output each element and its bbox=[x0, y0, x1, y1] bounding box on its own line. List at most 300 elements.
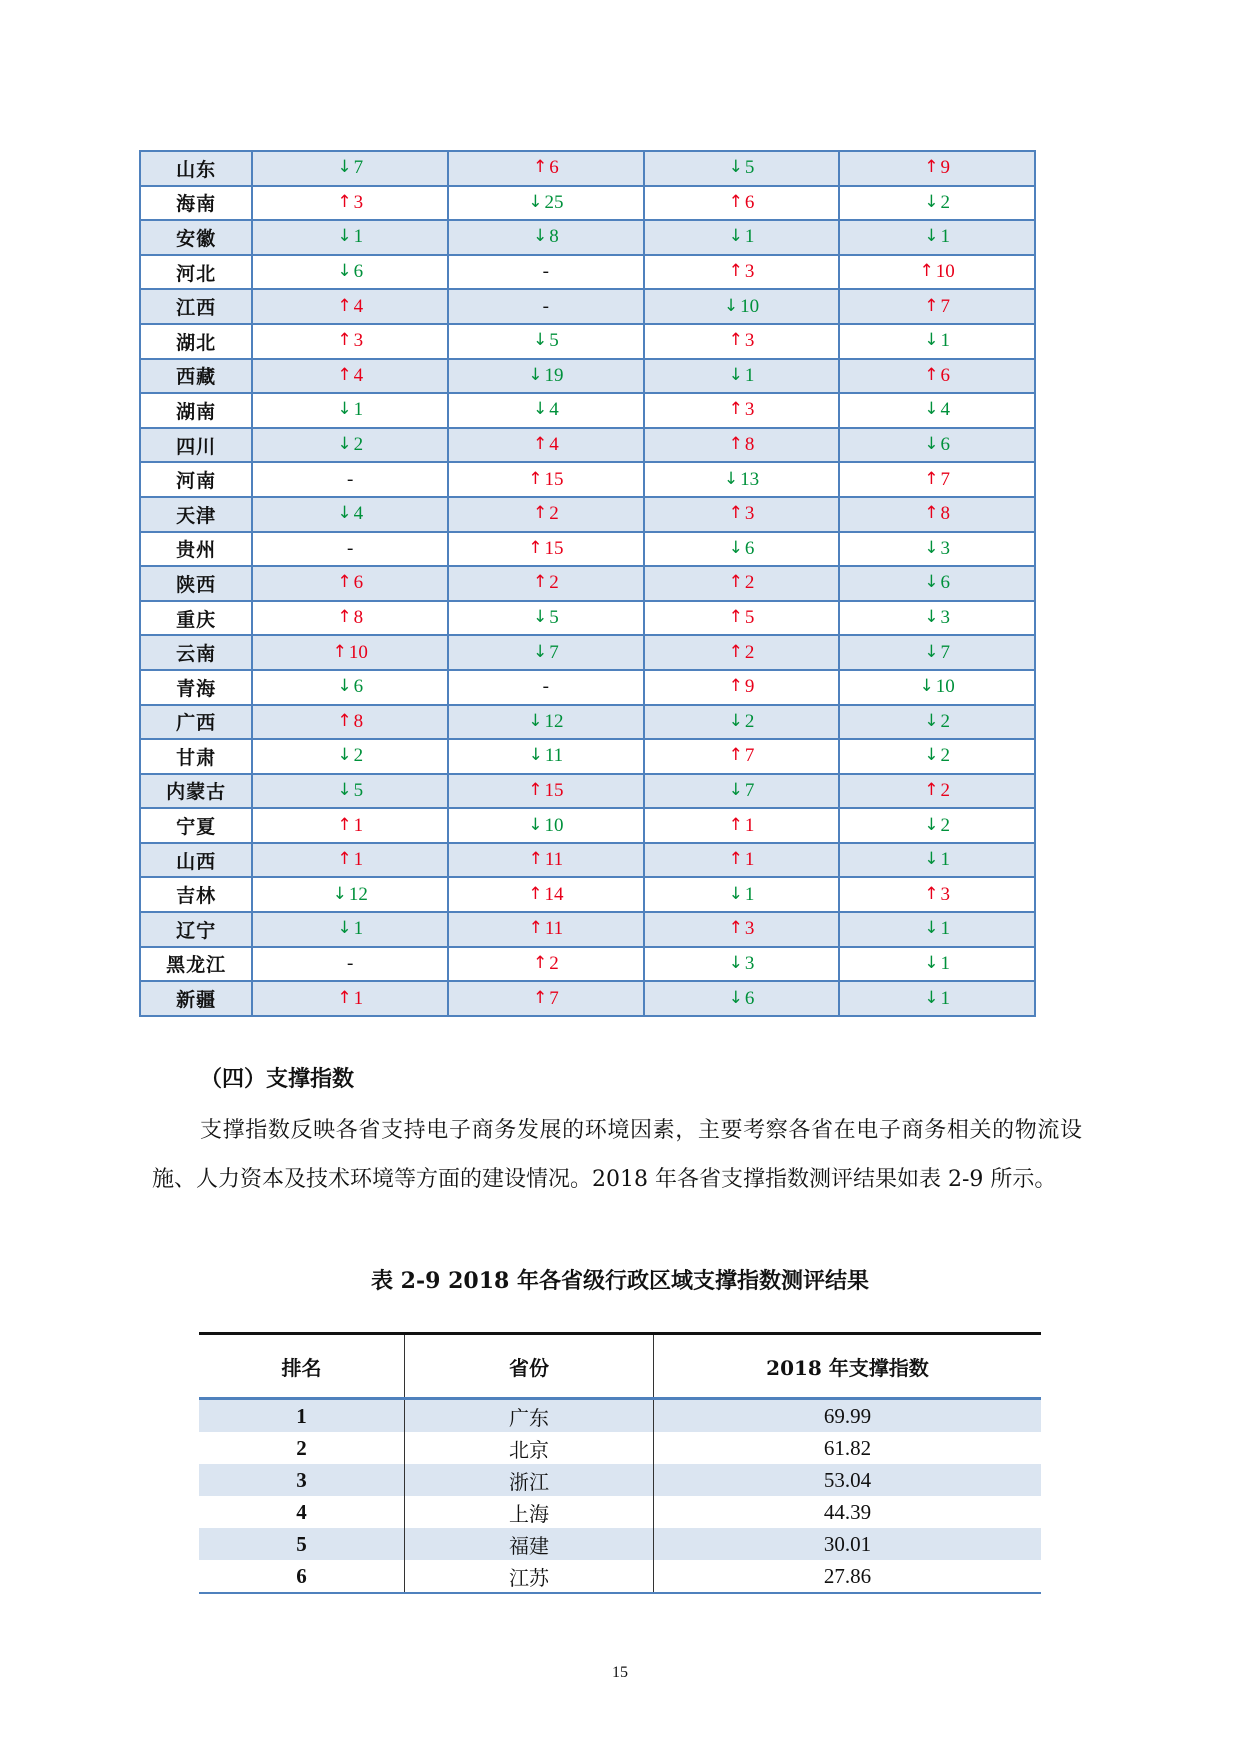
change-value: 14 bbox=[544, 883, 564, 905]
change-cell bbox=[839, 186, 1035, 221]
table-row bbox=[140, 705, 1035, 740]
arrow-down-icon: ↓ bbox=[723, 468, 739, 489]
province-cell: 江西 bbox=[140, 289, 252, 324]
change-value: 1 bbox=[353, 918, 364, 940]
change-cell bbox=[252, 324, 448, 359]
change-cell bbox=[448, 601, 644, 636]
arrow-down-icon: ↓ bbox=[723, 295, 739, 316]
change-cell bbox=[839, 359, 1035, 394]
change-value: 6 bbox=[744, 987, 755, 1009]
arrow-up-icon: ↑ bbox=[728, 745, 743, 766]
arrow-up-icon: ↑ bbox=[728, 399, 743, 420]
table-row bbox=[140, 151, 1035, 186]
arrow-up-icon: ↑ bbox=[528, 468, 543, 489]
arrow-up-icon: ↑ bbox=[532, 434, 548, 455]
change-cell bbox=[644, 393, 840, 428]
change-cell bbox=[839, 635, 1035, 670]
change-value: 2 bbox=[353, 434, 364, 456]
table-row bbox=[199, 1464, 1041, 1496]
change-cell bbox=[252, 705, 448, 740]
change-value: 9 bbox=[744, 676, 755, 698]
province-cell: 重庆 bbox=[140, 601, 252, 636]
arrow-up-icon: ↑ bbox=[728, 814, 743, 835]
change-value: 6 bbox=[353, 261, 364, 283]
change-cell bbox=[644, 774, 840, 809]
change-cell bbox=[839, 601, 1035, 636]
change-value: 3 bbox=[744, 503, 755, 525]
change-value: 2 bbox=[940, 745, 951, 767]
arrow-up-icon: ↑ bbox=[924, 364, 939, 385]
change-value: 2 bbox=[744, 572, 755, 594]
change-value: 12 bbox=[544, 710, 564, 732]
change-value: 1 bbox=[353, 814, 364, 836]
change-value: 3 bbox=[353, 191, 364, 213]
change-value: 4 bbox=[549, 434, 559, 456]
change-value: 4 bbox=[549, 399, 559, 421]
change-cell bbox=[644, 324, 840, 359]
change-value: - bbox=[347, 468, 354, 490]
province-cell: 湖南 bbox=[140, 393, 252, 428]
change-value: 1 bbox=[744, 364, 755, 386]
table-row bbox=[140, 289, 1035, 324]
table-row bbox=[140, 808, 1035, 843]
province-cell: 北京 bbox=[405, 1432, 654, 1464]
arrow-down-icon: ↓ bbox=[924, 191, 939, 212]
change-value: 1 bbox=[353, 987, 364, 1009]
arrow-down-icon: ↓ bbox=[728, 157, 743, 178]
change-value: 8 bbox=[353, 710, 364, 732]
rank-cell: 1 bbox=[199, 1399, 405, 1433]
header-rank: 排名 bbox=[199, 1334, 405, 1399]
change-value: 2 bbox=[549, 572, 559, 594]
change-cell bbox=[252, 635, 448, 670]
province-cell: 河北 bbox=[140, 255, 252, 290]
table-row bbox=[140, 359, 1035, 394]
change-cell bbox=[839, 774, 1035, 809]
change-value: 7 bbox=[549, 987, 559, 1009]
change-cell bbox=[839, 739, 1035, 774]
change-value: 12 bbox=[348, 883, 368, 905]
change-value: 2 bbox=[744, 710, 755, 732]
section-heading: （四）支撑指数 bbox=[200, 1066, 355, 1092]
change-value: 7 bbox=[549, 641, 559, 663]
support-index-cell: 27.86 bbox=[654, 1560, 1042, 1593]
change-value: 15 bbox=[544, 537, 564, 559]
arrow-down-icon: ↓ bbox=[924, 710, 939, 731]
change-value: 11 bbox=[544, 918, 564, 940]
arrow-down-icon: ↓ bbox=[924, 434, 939, 455]
arrow-up-icon: ↑ bbox=[532, 952, 548, 973]
change-cell bbox=[644, 532, 840, 567]
change-cell bbox=[839, 220, 1035, 255]
rank-cell: 3 bbox=[199, 1464, 405, 1496]
province-cell: 青海 bbox=[140, 670, 252, 705]
support-index-cell: 53.04 bbox=[654, 1464, 1042, 1496]
change-cell bbox=[839, 566, 1035, 601]
change-cell bbox=[252, 462, 448, 497]
change-value: 5 bbox=[353, 779, 364, 801]
change-cell bbox=[839, 428, 1035, 463]
arrow-up-icon: ↑ bbox=[337, 987, 352, 1008]
change-value: 5 bbox=[744, 607, 755, 629]
arrow-up-icon: ↑ bbox=[337, 572, 352, 593]
change-value: 6 bbox=[744, 537, 755, 559]
table-header-row bbox=[199, 1334, 1041, 1399]
change-cell bbox=[644, 601, 840, 636]
arrow-down-icon: ↓ bbox=[528, 745, 543, 766]
change-cell bbox=[644, 739, 840, 774]
arrow-up-icon: ↑ bbox=[728, 918, 743, 939]
change-value: 11 bbox=[544, 849, 564, 871]
arrow-down-icon: ↓ bbox=[528, 191, 543, 212]
arrow-up-icon: ↑ bbox=[728, 261, 743, 282]
table-row bbox=[140, 393, 1035, 428]
change-value: - bbox=[347, 952, 354, 974]
change-value: 4 bbox=[940, 399, 951, 421]
change-value: 2 bbox=[744, 641, 755, 663]
change-cell bbox=[252, 393, 448, 428]
arrow-down-icon: ↓ bbox=[924, 849, 939, 870]
change-cell bbox=[252, 739, 448, 774]
province-cell: 宁夏 bbox=[140, 808, 252, 843]
province-cell: 陕西 bbox=[140, 566, 252, 601]
change-value: 2 bbox=[549, 503, 559, 525]
province-cell: 内蒙古 bbox=[140, 774, 252, 809]
arrow-up-icon: ↑ bbox=[337, 710, 352, 731]
arrow-down-icon: ↓ bbox=[728, 779, 743, 800]
change-value: 7 bbox=[940, 641, 951, 663]
change-value: 2 bbox=[353, 745, 364, 767]
change-cell bbox=[448, 255, 644, 290]
arrow-down-icon: ↓ bbox=[532, 330, 548, 351]
arrow-down-icon: ↓ bbox=[924, 952, 939, 973]
province-cell: 黑龙江 bbox=[140, 947, 252, 982]
change-cell bbox=[448, 220, 644, 255]
province-cell: 广西 bbox=[140, 705, 252, 740]
table-row bbox=[199, 1528, 1041, 1560]
change-cell bbox=[644, 186, 840, 221]
change-cell bbox=[839, 151, 1035, 186]
arrow-down-icon: ↓ bbox=[337, 745, 352, 766]
change-value: 2 bbox=[940, 814, 951, 836]
change-cell bbox=[644, 808, 840, 843]
change-cell bbox=[448, 532, 644, 567]
change-value: 5 bbox=[549, 607, 559, 629]
arrow-down-icon: ↓ bbox=[924, 399, 939, 420]
change-cell bbox=[448, 462, 644, 497]
change-cell bbox=[448, 497, 644, 532]
table-row bbox=[140, 324, 1035, 359]
rank-cell: 5 bbox=[199, 1528, 405, 1560]
arrow-up-icon: ↑ bbox=[337, 849, 352, 870]
change-value: 10 bbox=[935, 676, 955, 698]
change-value: 1 bbox=[940, 952, 951, 974]
change-value: 6 bbox=[940, 572, 951, 594]
table-row bbox=[140, 462, 1035, 497]
change-cell bbox=[252, 289, 448, 324]
change-cell bbox=[252, 220, 448, 255]
change-cell bbox=[839, 255, 1035, 290]
change-value: - bbox=[347, 537, 354, 559]
change-cell bbox=[839, 462, 1035, 497]
change-cell bbox=[252, 497, 448, 532]
change-value: 7 bbox=[744, 779, 755, 801]
arrow-up-icon: ↑ bbox=[528, 779, 543, 800]
change-value: 25 bbox=[544, 191, 564, 213]
change-cell bbox=[644, 497, 840, 532]
table-row bbox=[140, 532, 1035, 567]
change-cell bbox=[252, 255, 448, 290]
arrow-up-icon: ↑ bbox=[532, 572, 548, 593]
arrow-down-icon: ↓ bbox=[924, 572, 939, 593]
province-cell: 河南 bbox=[140, 462, 252, 497]
arrow-up-icon: ↑ bbox=[528, 918, 543, 939]
support-index-cell: 61.82 bbox=[654, 1432, 1042, 1464]
table-row bbox=[140, 739, 1035, 774]
arrow-down-icon: ↓ bbox=[924, 607, 939, 628]
change-cell bbox=[644, 428, 840, 463]
table-row bbox=[140, 186, 1035, 221]
change-value: 1 bbox=[353, 399, 364, 421]
change-cell bbox=[448, 151, 644, 186]
header-province: 省份 bbox=[405, 1334, 654, 1399]
change-cell bbox=[644, 566, 840, 601]
table-row bbox=[199, 1560, 1041, 1593]
change-value: 3 bbox=[744, 918, 755, 940]
arrow-up-icon: ↑ bbox=[924, 883, 939, 904]
change-value: 3 bbox=[744, 399, 755, 421]
table-row bbox=[140, 981, 1035, 1016]
arrow-up-icon: ↑ bbox=[924, 779, 939, 800]
province-cell: 贵州 bbox=[140, 532, 252, 567]
page-number: 15 bbox=[612, 1664, 628, 1681]
arrow-down-icon: ↓ bbox=[337, 676, 352, 697]
change-cell bbox=[839, 947, 1035, 982]
province-cell: 甘肃 bbox=[140, 739, 252, 774]
change-value: 13 bbox=[740, 468, 760, 490]
arrow-down-icon: ↓ bbox=[728, 883, 743, 904]
change-cell bbox=[448, 739, 644, 774]
province-cell: 山西 bbox=[140, 843, 252, 878]
change-cell bbox=[448, 566, 644, 601]
change-cell bbox=[644, 289, 840, 324]
arrow-down-icon: ↓ bbox=[924, 226, 939, 247]
arrow-up-icon: ↑ bbox=[337, 607, 352, 628]
arrow-up-icon: ↑ bbox=[728, 572, 743, 593]
change-cell bbox=[252, 877, 448, 912]
table-row bbox=[140, 670, 1035, 705]
province-cell: 江苏 bbox=[405, 1560, 654, 1593]
arrow-down-icon: ↓ bbox=[919, 676, 934, 697]
arrow-up-icon: ↑ bbox=[532, 987, 548, 1008]
change-cell bbox=[448, 428, 644, 463]
arrow-down-icon: ↓ bbox=[924, 987, 939, 1008]
table-row bbox=[140, 220, 1035, 255]
change-value: 3 bbox=[353, 330, 364, 352]
arrow-up-icon: ↑ bbox=[337, 191, 352, 212]
change-value: 1 bbox=[353, 849, 364, 871]
table-row bbox=[140, 497, 1035, 532]
support-index-cell: 44.39 bbox=[654, 1496, 1042, 1528]
ranking-change-table bbox=[139, 150, 1036, 1017]
change-cell bbox=[839, 843, 1035, 878]
arrow-down-icon: ↓ bbox=[337, 157, 352, 178]
arrow-up-icon: ↑ bbox=[728, 503, 743, 524]
arrow-up-icon: ↑ bbox=[332, 641, 347, 662]
province-cell: 西藏 bbox=[140, 359, 252, 394]
arrow-down-icon: ↓ bbox=[924, 745, 939, 766]
change-cell bbox=[448, 947, 644, 982]
change-value: 8 bbox=[353, 607, 364, 629]
arrow-down-icon: ↓ bbox=[337, 779, 352, 800]
change-cell bbox=[644, 947, 840, 982]
change-value: 8 bbox=[549, 226, 559, 248]
change-value: 3 bbox=[744, 330, 755, 352]
change-cell bbox=[252, 428, 448, 463]
table-caption: 表 2-9 2018 年各省级行政区域支撑指数测评结果 bbox=[371, 1268, 869, 1294]
change-cell bbox=[644, 981, 840, 1016]
table-row bbox=[140, 566, 1035, 601]
arrow-up-icon: ↑ bbox=[532, 503, 548, 524]
table-row bbox=[140, 255, 1035, 290]
arrow-down-icon: ↓ bbox=[924, 918, 939, 939]
rank-cell: 4 bbox=[199, 1496, 405, 1528]
arrow-down-icon: ↓ bbox=[728, 952, 743, 973]
arrow-up-icon: ↑ bbox=[337, 814, 352, 835]
change-value: 15 bbox=[544, 468, 564, 490]
change-value: 3 bbox=[744, 261, 755, 283]
province-cell: 湖北 bbox=[140, 324, 252, 359]
change-cell bbox=[252, 566, 448, 601]
change-cell bbox=[644, 877, 840, 912]
change-cell bbox=[448, 877, 644, 912]
table-row bbox=[199, 1496, 1041, 1528]
section-paragraph: 支撑指数反映各省支持电子商务发展的环境因素，主要考察各省在电子商务相关的物流设施、人力资本及技术环境等方面的建设情况。2018 年各省支撑指数测评结果如表 2-9 所示。 bbox=[152, 1118, 1082, 1192]
table-row bbox=[140, 947, 1035, 982]
change-cell bbox=[839, 705, 1035, 740]
change-value: 1 bbox=[744, 814, 755, 836]
change-value: 7 bbox=[940, 468, 951, 490]
change-value: 7 bbox=[940, 295, 951, 317]
change-value: 3 bbox=[940, 883, 951, 905]
change-value: 1 bbox=[744, 883, 755, 905]
change-value: 5 bbox=[549, 330, 559, 352]
change-value: 10 bbox=[740, 295, 760, 317]
change-cell bbox=[644, 912, 840, 947]
arrow-up-icon: ↑ bbox=[528, 537, 543, 558]
arrow-down-icon: ↓ bbox=[924, 330, 939, 351]
change-cell bbox=[448, 808, 644, 843]
change-value: 7 bbox=[744, 745, 755, 767]
change-cell bbox=[448, 635, 644, 670]
arrow-up-icon: ↑ bbox=[919, 261, 934, 282]
change-value: 9 bbox=[940, 157, 951, 179]
arrow-up-icon: ↑ bbox=[728, 641, 743, 662]
province-cell: 辽宁 bbox=[140, 912, 252, 947]
change-cell bbox=[448, 670, 644, 705]
province-cell: 山东 bbox=[140, 151, 252, 186]
change-value: 1 bbox=[940, 330, 951, 352]
arrow-up-icon: ↑ bbox=[337, 364, 352, 385]
change-value: 3 bbox=[940, 537, 951, 559]
province-cell: 上海 bbox=[405, 1496, 654, 1528]
change-value: - bbox=[542, 676, 549, 698]
arrow-down-icon: ↓ bbox=[924, 641, 939, 662]
table-row bbox=[140, 601, 1035, 636]
change-value: 5 bbox=[744, 157, 755, 179]
change-value: 2 bbox=[940, 779, 951, 801]
change-cell bbox=[644, 151, 840, 186]
change-value: 3 bbox=[940, 607, 951, 629]
arrow-up-icon: ↑ bbox=[337, 295, 352, 316]
table-row bbox=[140, 774, 1035, 809]
change-value: 6 bbox=[744, 191, 755, 213]
change-cell bbox=[448, 324, 644, 359]
change-value: 19 bbox=[544, 364, 564, 386]
arrow-down-icon: ↓ bbox=[332, 883, 347, 904]
province-cell: 广东 bbox=[405, 1399, 654, 1433]
change-cell bbox=[252, 981, 448, 1016]
change-cell bbox=[448, 289, 644, 324]
change-value: - bbox=[542, 295, 549, 317]
arrow-up-icon: ↑ bbox=[728, 607, 743, 628]
arrow-down-icon: ↓ bbox=[532, 226, 548, 247]
table-row bbox=[199, 1432, 1041, 1464]
change-value: 1 bbox=[353, 226, 364, 248]
change-cell bbox=[252, 843, 448, 878]
change-value: 1 bbox=[940, 226, 951, 248]
change-cell bbox=[448, 774, 644, 809]
arrow-down-icon: ↓ bbox=[728, 710, 743, 731]
change-cell bbox=[252, 670, 448, 705]
change-cell bbox=[448, 359, 644, 394]
change-cell bbox=[839, 497, 1035, 532]
change-cell bbox=[252, 912, 448, 947]
change-cell bbox=[252, 359, 448, 394]
rank-cell: 6 bbox=[199, 1560, 405, 1593]
change-cell bbox=[839, 981, 1035, 1016]
table-row bbox=[140, 877, 1035, 912]
change-value: 6 bbox=[353, 572, 364, 594]
change-value: 2 bbox=[549, 952, 559, 974]
arrow-down-icon: ↓ bbox=[528, 814, 543, 835]
change-value: 10 bbox=[935, 261, 955, 283]
change-cell bbox=[252, 532, 448, 567]
province-cell: 浙江 bbox=[405, 1464, 654, 1496]
arrow-down-icon: ↓ bbox=[337, 261, 352, 282]
change-value: 1 bbox=[744, 849, 755, 871]
change-cell bbox=[839, 393, 1035, 428]
table-row bbox=[140, 428, 1035, 463]
province-cell: 新疆 bbox=[140, 981, 252, 1016]
arrow-down-icon: ↓ bbox=[728, 987, 743, 1008]
change-cell bbox=[448, 912, 644, 947]
arrow-down-icon: ↓ bbox=[337, 918, 352, 939]
arrow-down-icon: ↓ bbox=[728, 364, 743, 385]
change-value: 6 bbox=[353, 676, 364, 698]
province-cell: 福建 bbox=[405, 1528, 654, 1560]
change-cell bbox=[644, 220, 840, 255]
arrow-down-icon: ↓ bbox=[728, 226, 743, 247]
change-cell bbox=[839, 877, 1035, 912]
arrow-down-icon: ↓ bbox=[532, 399, 548, 420]
change-value: 3 bbox=[744, 952, 755, 974]
province-cell: 海南 bbox=[140, 186, 252, 221]
change-cell bbox=[644, 255, 840, 290]
arrow-up-icon: ↑ bbox=[528, 883, 543, 904]
change-cell bbox=[839, 912, 1035, 947]
change-cell bbox=[448, 981, 644, 1016]
